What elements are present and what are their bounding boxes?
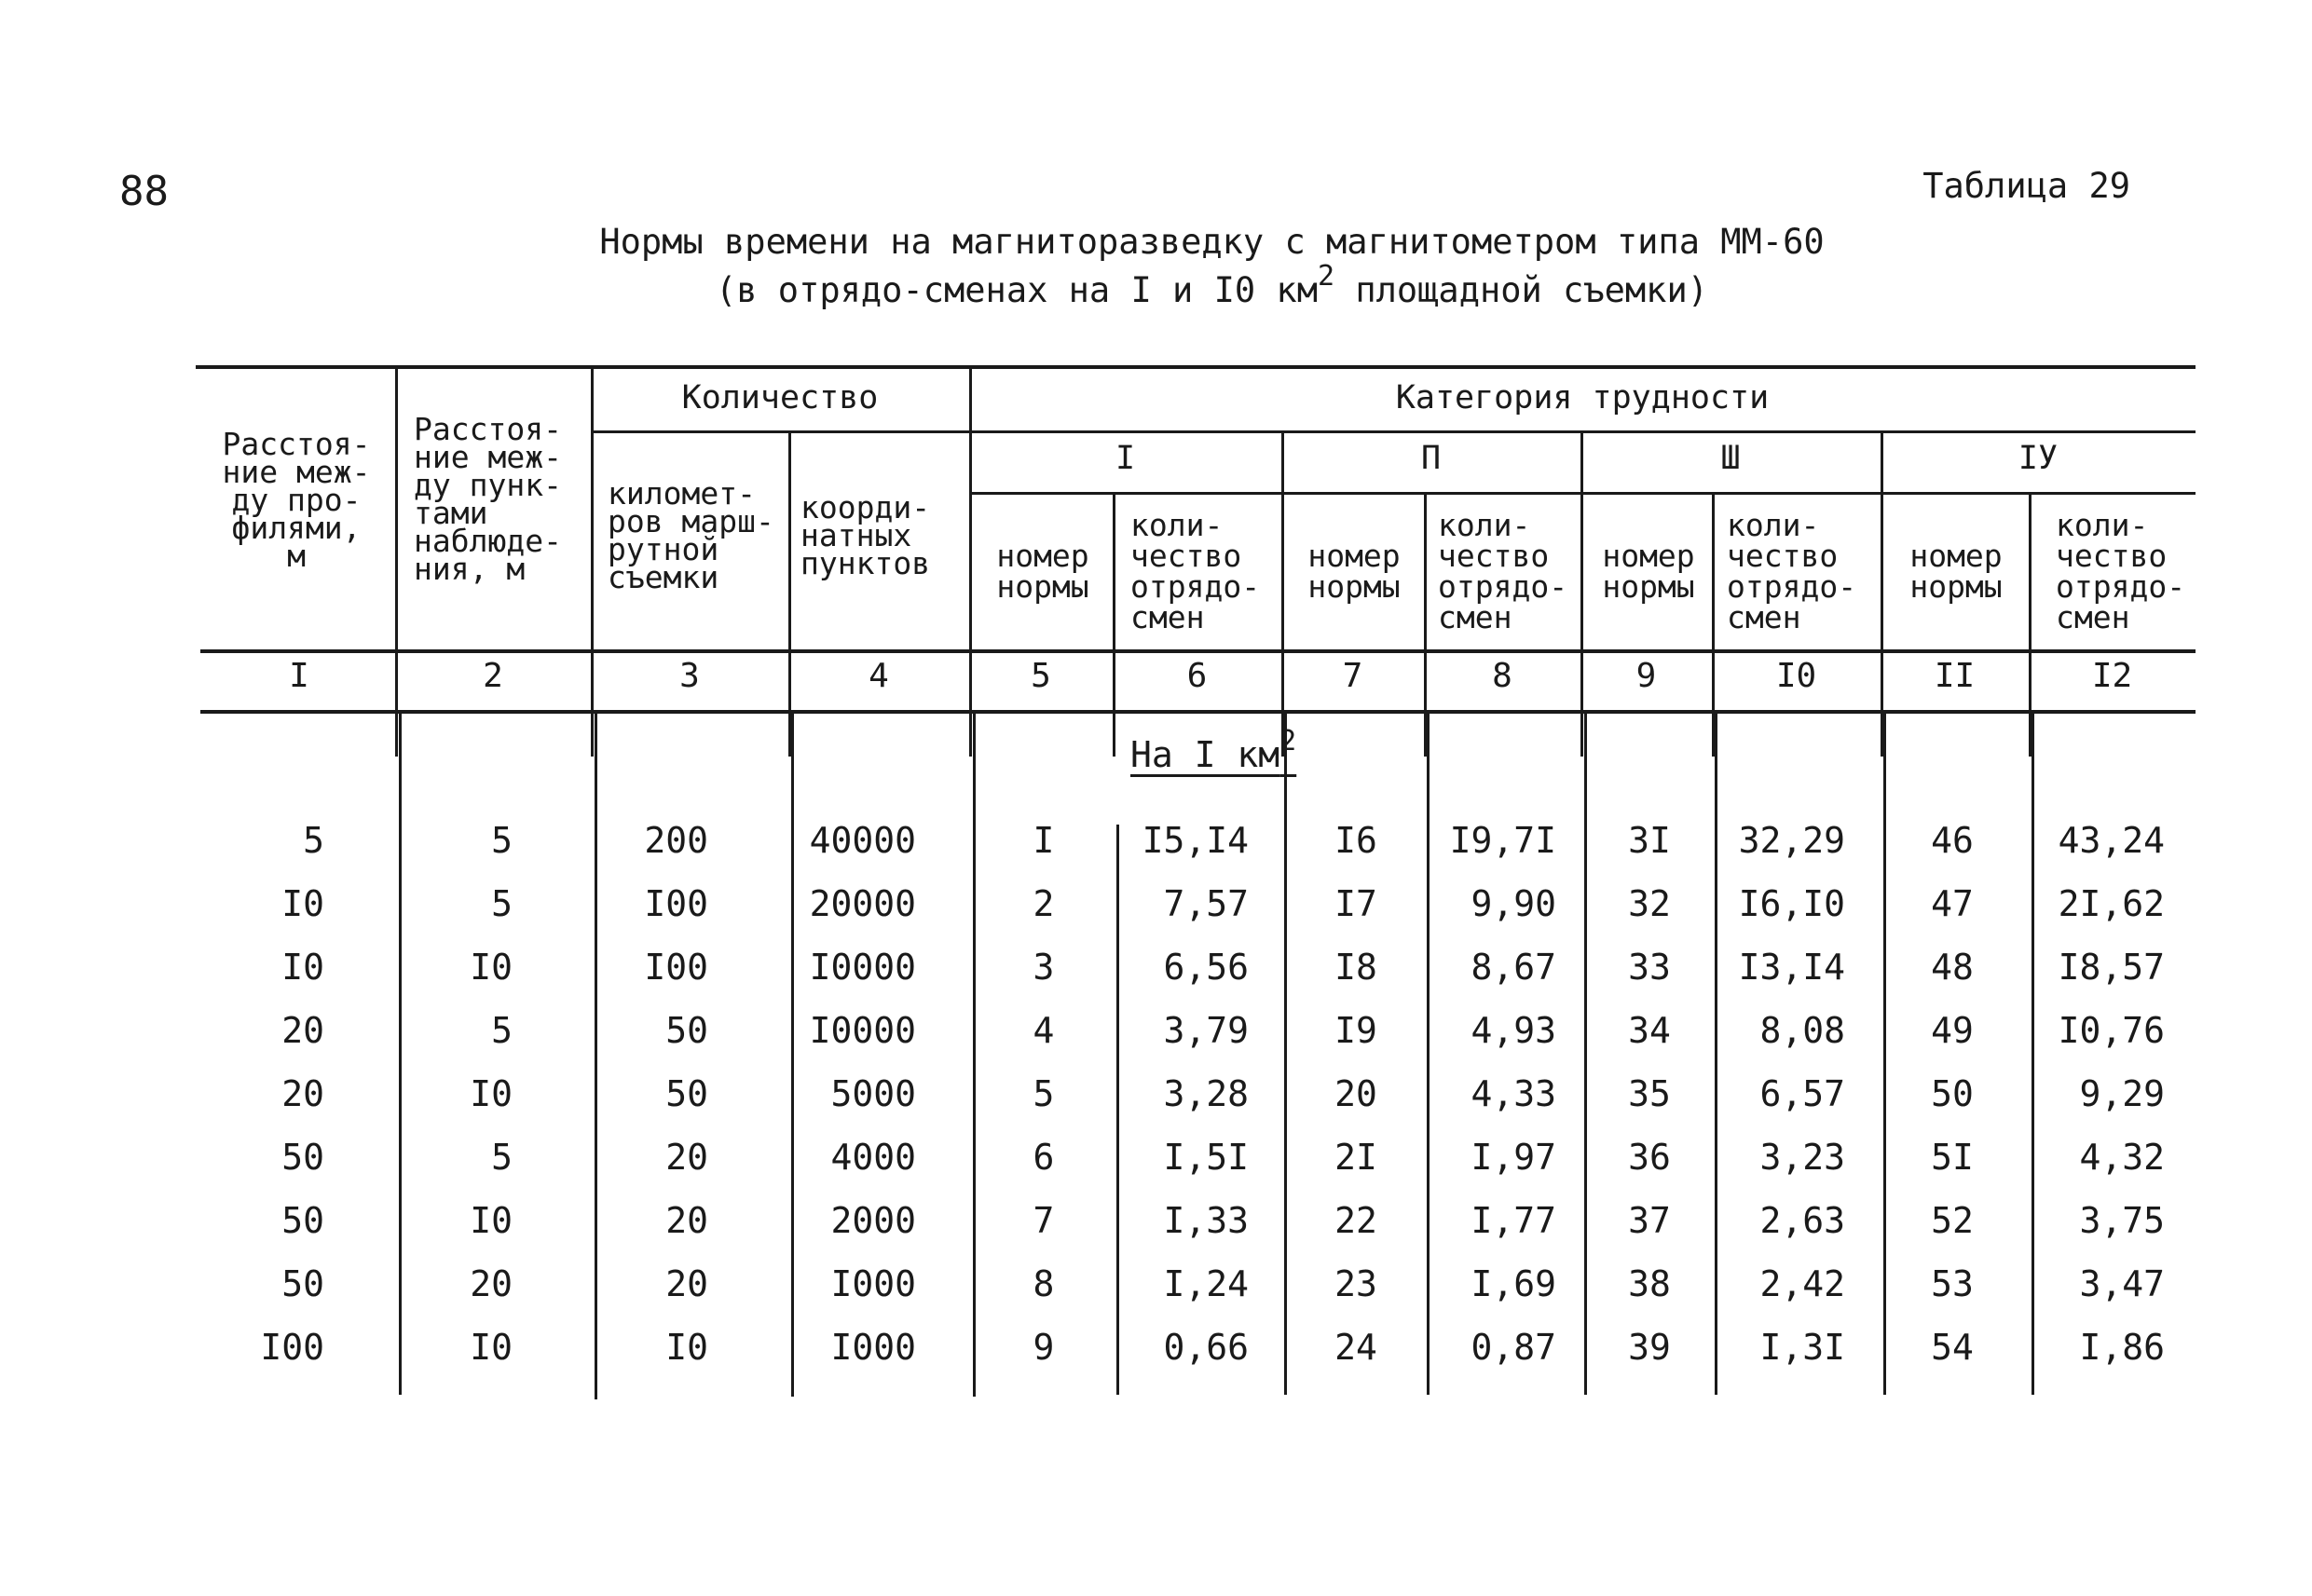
header-norm-no-2: номер нормы	[1307, 538, 1401, 605]
table-cell: 9	[1033, 1327, 1055, 1368]
header-norm-no-1: номер нормы	[996, 538, 1089, 605]
table-cell: 2,42	[1759, 1263, 1845, 1304]
table-cell: 20	[665, 1200, 708, 1241]
table-cell: 46	[1931, 820, 1974, 861]
table-cell: 2000	[830, 1200, 916, 1241]
table-cell: 4,93	[1471, 1010, 1556, 1051]
table-cell: I0	[470, 947, 513, 988]
table-cell: 54	[1931, 1327, 1974, 1368]
column-number: 7	[1342, 657, 1363, 695]
body-divider-1	[399, 710, 402, 1395]
column-number: I	[289, 657, 309, 695]
table-cell: 0,87	[1471, 1327, 1556, 1368]
table-cell: 22	[1334, 1200, 1377, 1241]
table-cell: I,77	[1471, 1200, 1556, 1241]
header-col1: Расстоя- ние меж- ду про- филями, м	[222, 426, 371, 574]
table-cell: I0,76	[2058, 1010, 2165, 1051]
table-cell: I00	[644, 883, 708, 924]
table-cell: I0000	[809, 1010, 916, 1051]
table-cell: 32,29	[1738, 820, 1845, 861]
body-divider-3	[791, 710, 794, 1397]
body-divider-4	[973, 710, 976, 1397]
table-cell: 4	[1033, 1010, 1055, 1051]
table-cell: 20	[470, 1263, 513, 1304]
table-cell: 5	[491, 1010, 513, 1051]
table-cell: I000	[830, 1327, 916, 1368]
body-divider-6	[1284, 710, 1287, 1395]
header-shift-count-1: коли- чество отрядо- смен	[1130, 507, 1261, 635]
header-cat3: Ш	[1720, 440, 1741, 477]
table-cell: 43,24	[2058, 820, 2165, 861]
table-cell: I0	[281, 947, 324, 988]
table-cell: 39	[1628, 1327, 1671, 1368]
header-cat4: IУ	[2018, 440, 2059, 477]
table-cell: 9,29	[2079, 1073, 2165, 1114]
table-cell: 50	[1931, 1073, 1974, 1114]
table-cell: 20000	[809, 883, 916, 924]
table-cell: 4000	[830, 1137, 916, 1178]
col-divider-4	[969, 365, 972, 757]
table-cell: I9	[1334, 1010, 1377, 1051]
col-divider-1	[395, 365, 398, 757]
table-cell: I000	[830, 1263, 916, 1304]
table-cell: I00	[644, 947, 708, 988]
header-shift-count-2: коли- чество отрядо- смен	[1438, 507, 1568, 635]
table-cell: 23	[1334, 1263, 1377, 1304]
table-cell: 0,66	[1163, 1327, 1249, 1368]
table-cell: 34	[1628, 1010, 1671, 1051]
column-number: 8	[1492, 657, 1512, 695]
table-cell: 3	[1033, 947, 1055, 988]
title-line2-suffix: площадной съемки)	[1334, 270, 1709, 310]
table-cell: I6,I0	[1738, 883, 1845, 924]
table-cell: 5	[491, 883, 513, 924]
page-number: 88	[119, 168, 169, 215]
table-cell: 4,33	[1471, 1073, 1556, 1114]
table-cell: 47	[1931, 883, 1974, 924]
table-cell: 53	[1931, 1263, 1974, 1304]
table-cell: 3,47	[2079, 1263, 2165, 1304]
table-cell: I,86	[2079, 1327, 2165, 1368]
table-cell: 24	[1334, 1327, 1377, 1368]
table-cell: 32	[1628, 883, 1671, 924]
body-divider-9	[1715, 710, 1717, 1395]
header-difficulty: Категория трудности	[1395, 379, 1770, 416]
col-divider-3	[788, 430, 791, 757]
header-norm-no-4: номер нормы	[1909, 538, 2003, 605]
col-divider-2	[591, 365, 594, 757]
table-cell: 3I	[1628, 820, 1671, 861]
table-cell: 8	[1033, 1263, 1055, 1304]
header-col3: километ- ров марш- рутной съемки	[608, 475, 774, 595]
table-cell: 50	[665, 1073, 708, 1114]
body-divider-2	[595, 710, 597, 1399]
table-cell: 49	[1931, 1010, 1974, 1051]
header-shift-count-4: коли- чество отрядо- смен	[2056, 507, 2186, 635]
table-cell: 33	[1628, 947, 1671, 988]
header-col4: коорди- натных пунктов	[800, 489, 931, 581]
body-divider-8	[1584, 710, 1587, 1395]
table-cell: 20	[665, 1263, 708, 1304]
table-cell: I8,57	[2058, 947, 2165, 988]
table-cell: 7	[1033, 1200, 1055, 1241]
table-cell: I0	[470, 1327, 513, 1368]
table-cell: I,97	[1471, 1137, 1556, 1178]
column-number: 3	[679, 657, 700, 695]
table-cell: 48	[1931, 947, 1974, 988]
header-shift-count-3: коли- чество отрядо- смен	[1727, 507, 1857, 635]
table-cell: 38	[1628, 1263, 1671, 1304]
table-cell: I3,I4	[1738, 947, 1845, 988]
section-label-text: На I км	[1130, 734, 1280, 775]
body-divider-7	[1427, 710, 1430, 1395]
table-cell: I9,7I	[1449, 820, 1556, 861]
table-cell: 35	[1628, 1073, 1671, 1114]
table-cell: 3,28	[1163, 1073, 1249, 1114]
table-cell: I,3I	[1759, 1327, 1845, 1368]
table-cell: I0000	[809, 947, 916, 988]
col-divider-8	[1580, 430, 1583, 757]
column-number: 5	[1031, 657, 1051, 695]
table-cell: 40000	[809, 820, 916, 861]
table-cell: I00	[260, 1327, 324, 1368]
table-cell: 37	[1628, 1200, 1671, 1241]
column-number: 2	[483, 657, 503, 695]
table-cell: 3,79	[1163, 1010, 1249, 1051]
table-cell: 7,57	[1163, 883, 1249, 924]
table-cell: 20	[665, 1137, 708, 1178]
table-cell: I6	[1334, 820, 1377, 861]
section-label	[1130, 725, 1297, 775]
table-cell: 5	[491, 1137, 513, 1178]
table-cell: 3,75	[2079, 1200, 2165, 1241]
table-cell: 52	[1931, 1200, 1974, 1241]
table-cell: 2I	[1334, 1137, 1377, 1178]
column-numbers-rule	[200, 710, 2196, 714]
table-title-line2	[0, 260, 2312, 310]
table-cell: I0	[470, 1073, 513, 1114]
table-cell: I,33	[1163, 1200, 1249, 1241]
table-cell: 5	[1033, 1073, 1055, 1114]
table-cell: I8	[1334, 947, 1377, 988]
table-cell: 50	[665, 1010, 708, 1051]
body-divider-5	[1116, 825, 1119, 1395]
header-norm-no-3: номер нормы	[1602, 538, 1695, 605]
header-quantity: Количество	[681, 379, 879, 416]
table-cell: 8,67	[1471, 947, 1556, 988]
title-line2-prefix: (в отрядо-сменах на I и I0 км	[715, 270, 1318, 310]
table-cell: 200	[644, 820, 708, 861]
table-cell: 20	[281, 1073, 324, 1114]
table-cell: 3,23	[1759, 1137, 1845, 1178]
column-number: 6	[1186, 657, 1208, 695]
table-cell: 36	[1628, 1137, 1671, 1178]
table-cell: 50	[281, 1200, 324, 1241]
table-cell: I	[1033, 820, 1055, 861]
column-number: I2	[2091, 657, 2133, 695]
table-cell: I,24	[1163, 1263, 1249, 1304]
table-cell: 50	[281, 1137, 324, 1178]
table-cell: I7	[1334, 883, 1377, 924]
table-cell: I0	[470, 1200, 513, 1241]
table-title-line1: Нормы времени на магниторазведку с магнитометром типа ММ-60	[599, 222, 1825, 262]
table-cell: 6,56	[1163, 947, 1249, 988]
title-line2-sup: 2	[1317, 260, 1335, 293]
table-cell: 6,57	[1759, 1073, 1845, 1114]
column-number: 4	[869, 657, 889, 695]
body-divider-11	[2032, 710, 2034, 1395]
table-cell: 20	[281, 1010, 324, 1051]
header-col2: Расстоя- ние меж- ду пунк- тами наблюде- ния, м	[414, 411, 562, 587]
table-top-rule	[196, 365, 2196, 369]
table-cell: I0	[281, 883, 324, 924]
column-number: 9	[1635, 657, 1657, 695]
table-cell: 5	[491, 820, 513, 861]
col-divider-5	[1113, 492, 1115, 757]
table-cell: I,5I	[1163, 1137, 1249, 1178]
table-cell: 5000	[830, 1073, 916, 1114]
body-divider-10	[1883, 710, 1886, 1395]
table-cell: 8,08	[1759, 1010, 1845, 1051]
table-label: Таблица 29	[1922, 166, 2130, 206]
table-cell: 20	[1334, 1073, 1377, 1114]
section-label-sup: 2	[1279, 725, 1297, 757]
header-bottom-rule	[200, 649, 2196, 653]
table-cell: 4,32	[2079, 1137, 2165, 1178]
table-cell: 2I,62	[2058, 883, 2165, 924]
column-number: I0	[1775, 657, 1817, 695]
header-cat2: П	[1420, 440, 1442, 477]
table-cell: 50	[281, 1263, 324, 1304]
table-cell: I5,I4	[1142, 820, 1249, 861]
table-cell: I,69	[1471, 1263, 1556, 1304]
table-cell: 6	[1033, 1137, 1055, 1178]
column-number: II	[1934, 657, 1976, 695]
table-cell: 9,90	[1471, 883, 1556, 924]
table-cell: 5	[303, 820, 324, 861]
table-cell: I0	[665, 1327, 708, 1368]
header-rule-1	[592, 430, 2196, 433]
table-cell: 2,63	[1759, 1200, 1845, 1241]
header-cat1: I	[1115, 440, 1136, 477]
table-cell: 2	[1033, 883, 1055, 924]
table-cell: 5I	[1931, 1137, 1974, 1178]
